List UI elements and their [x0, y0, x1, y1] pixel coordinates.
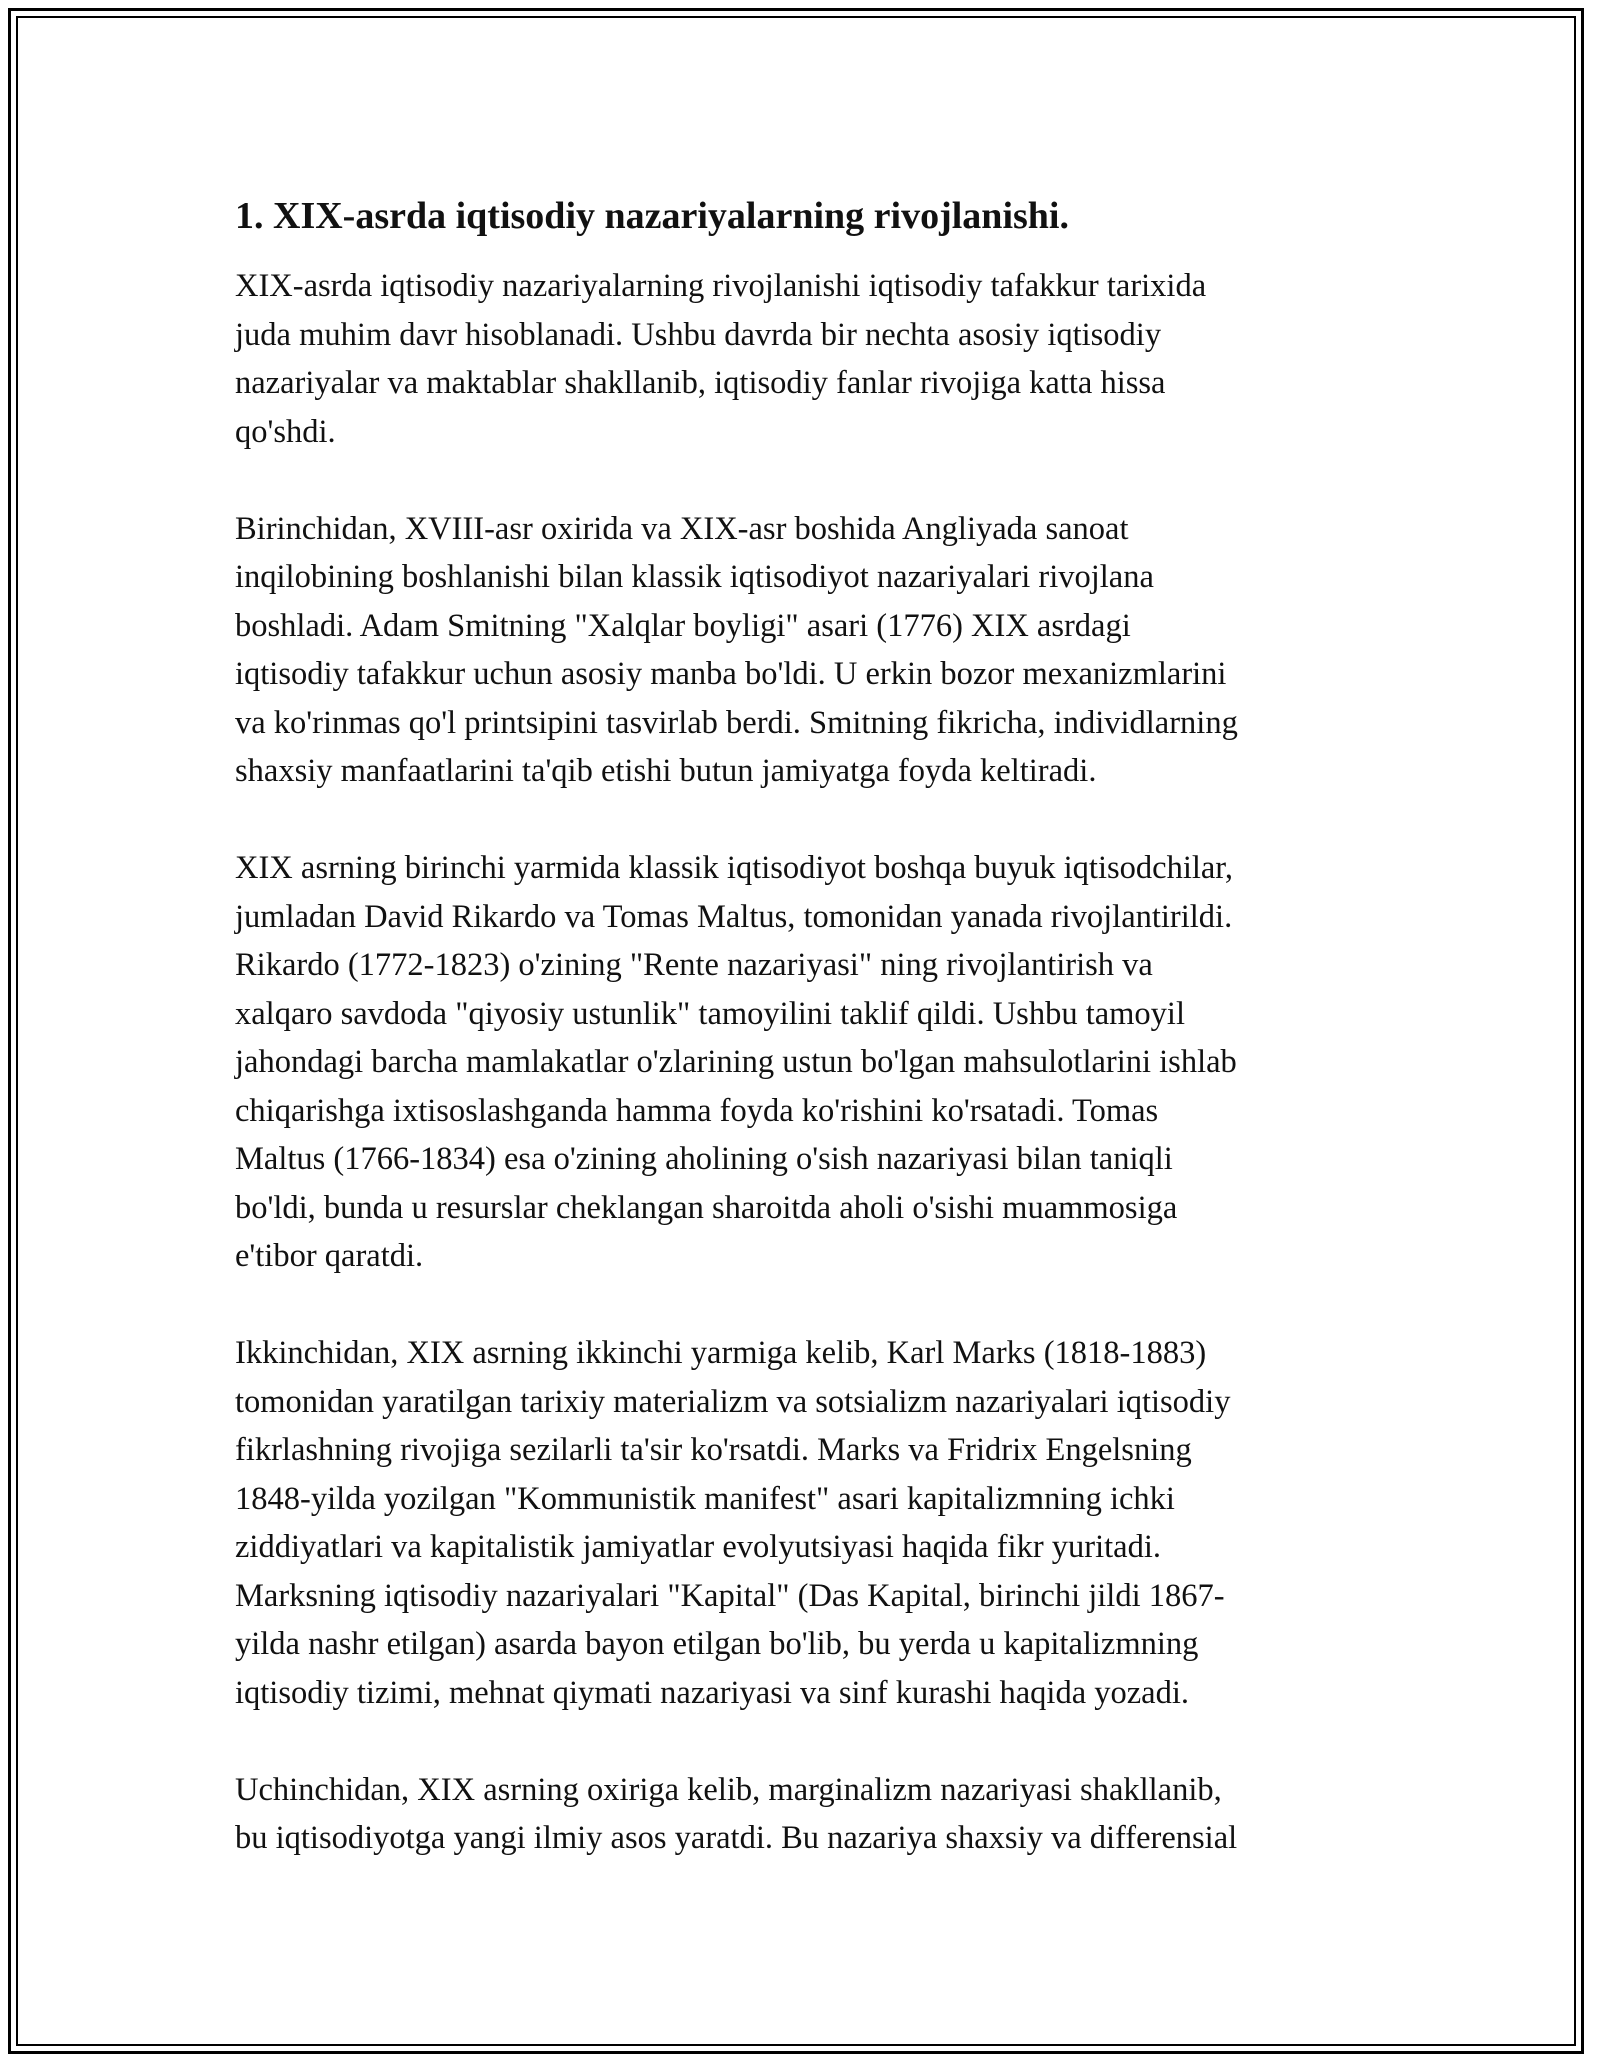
text-line: tomonidan yaratilgan tarixiy materializm va sotsializm nazariyalari iqtisodiy — [235, 1383, 1231, 1420]
text-line: shaxsiy manfaatlarini ta'qib etishi butun jamiyatga foyda keltiradi. — [235, 753, 1097, 789]
text-line: Rikardo (1772-1823) o'zining "Rente nazariyasi" ning rivojlantirish va — [235, 947, 1153, 983]
document-body — [235, 188, 1385, 1911]
text-line: XIX asrning birinchi yarmida klassik iqtisodiyot boshqa buyuk iqtisodchilar, — [235, 850, 1233, 886]
text-line: ziddiyatlari va kapitalistik jamiyatlar evolyutsiyasi haqida fikr yuritadi. — [235, 1529, 1161, 1565]
paragraph-intro — [235, 262, 1385, 456]
text-line: e'tibor qaratdi. — [235, 1238, 424, 1274]
text-line: Maltus (1766-1834) esa o'zining aholining o'sish nazariyasi bilan taniqli — [235, 1141, 1173, 1177]
text-line: Marksning iqtisodiy nazariyalari "Kapital" (Das Kapital, birinchi jildi 1867- — [235, 1577, 1225, 1614]
text-line: qo'shdi. — [235, 413, 336, 450]
text-line: chiqarishga ixtisoslashganda hamma foyda ko'rishini ko'rsatadi. Tomas — [235, 1092, 1159, 1129]
text-line: iqtisodiy tafakkur uchun asosiy manba bo'ldi. U erkin bozor mexanizmlarini — [235, 656, 1227, 692]
text-line: jahondagi barcha mamlakatlar o'zlarining ustun bo'lgan mahsulotlarini ishlab — [235, 1044, 1237, 1080]
text-line: nazariyalar va maktablar shakllanib, iqtisodiy fanlar rivojiga katta hissa — [235, 365, 1166, 401]
text-line: Ikkinchidan, XIX asrning ikkinchi yarmiga kelib, Karl Marks (1818-1883) — [235, 1335, 1207, 1371]
text-line: inqilobining boshlanishi bilan klassik iqtisodiyot nazariyalari rivojlana — [235, 559, 1154, 595]
paragraph-first-point — [235, 505, 1385, 796]
text-line: juda muhim davr hisoblanadi. Ushbu davrda bir nechta asosiy iqtisodiy — [235, 316, 1162, 353]
section-heading: 1. XIX-asrda iqtisodiy nazariyalarning rivojlanishi. — [235, 195, 1069, 237]
paragraph-classical-economists — [235, 844, 1385, 1281]
text-line: va ko'rinmas qo'l printsipini tasvirlab berdi. Smitning fikricha, individlarning — [235, 704, 1238, 741]
text-line: Birinchidan, XVIII-asr oxirida va XIX-asr boshida Angliyada sanoat — [235, 510, 1129, 547]
text-line: Uchinchidan, XIX asrning oxiriga kelib, marginalizm nazariyasi shakllanib, — [235, 1771, 1222, 1808]
paragraph-second-point — [235, 1329, 1385, 1717]
text-line: fikrlashning rivojiga sezilarli ta'sir ko'rsatdi. Marks va Fridrix Engelsning — [235, 1432, 1192, 1468]
text-line: boshladi. Adam Smitning "Xalqlar boyligi" asari (1776) XIX asrdagi — [235, 607, 1131, 644]
text-line: XIX-asrda iqtisodiy nazariyalarning rivojlanishi iqtisodiy tafakkur tarixida — [235, 268, 1207, 304]
text-line: bo'ldi, bunda u resurslar cheklangan sharoitda aholi o'sishi muammosiga — [235, 1189, 1178, 1226]
text-line: iqtisodiy tizimi, mehnat qiymati nazariyasi va sinf kurashi haqida yozadi. — [235, 1674, 1190, 1711]
text-line: jumladan David Rikardo va Tomas Maltus, tomonidan yanada rivojlantirildi. — [235, 898, 1233, 935]
text-line: yilda nashr etilgan) asarda bayon etilgan bo'lib, bu yerda u kapitalizmning — [235, 1626, 1199, 1662]
text-line: xalqaro savdoda "qiyosiy ustunlik" tamoyilini taklif qildi. Ushbu tamoyil — [235, 995, 1185, 1032]
text-line: 1848-yilda yozilgan "Kommunistik manifest" asari kapitalizmning ichki — [235, 1480, 1175, 1517]
paragraph-third-point — [235, 1766, 1385, 1863]
text-line: bu iqtisodiyotga yangi ilmiy asos yaratdi. Bu nazariya shaxsiy va differensial — [235, 1820, 1238, 1856]
